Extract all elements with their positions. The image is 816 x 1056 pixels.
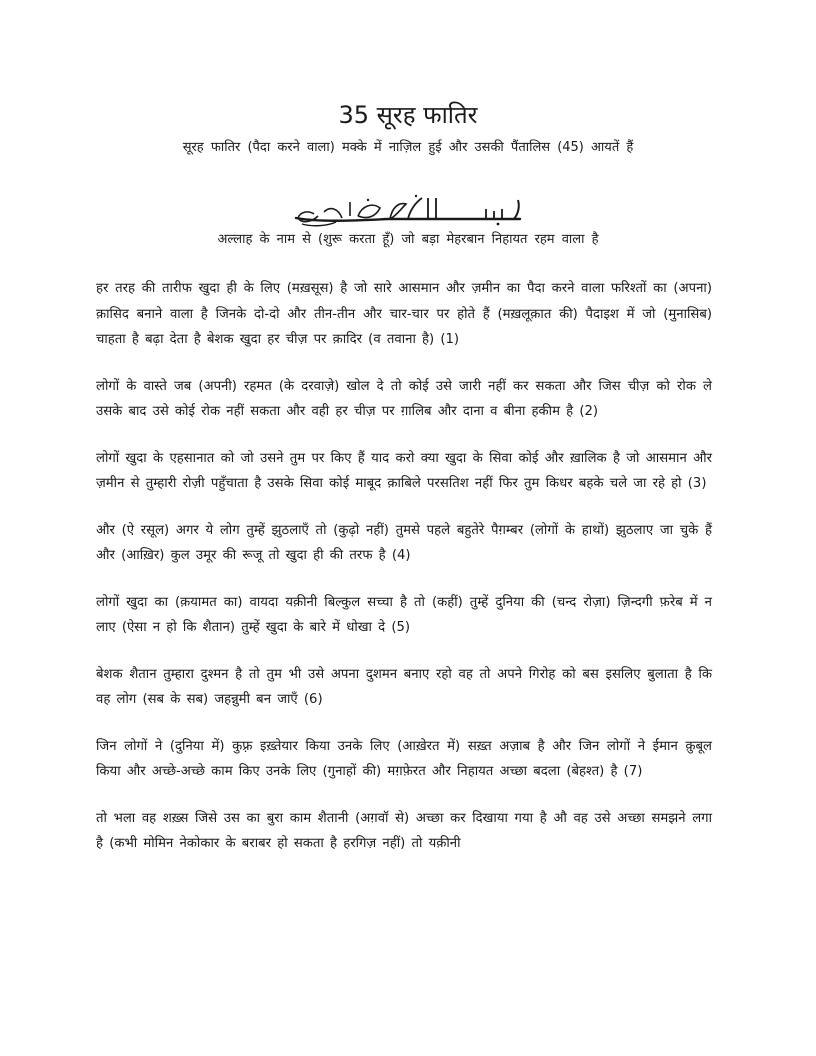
verse-2: लोगों के वास्ते जब (अपनी) रहमत (के दरवाज़े) खोल दे तो कोई उसे जारी नहीं कर सकता और जिस चीज़ को रोक ले उसके बाद उसे कोई रोक नहीं सकता और वही हर चीज़ पर ग़ालिब और दाना व बीना हकीम है (2) (96, 378, 712, 419)
surah-subtitle: सूरह फातिर (पैदा करने वाला) मक्के में नाज़िल हुई और उसकी पैंतालिस (45) आयतें हैं (182, 140, 634, 155)
bismillah-translation: अल्लाह के नाम से (शुरू करता हूँ) जो बड़ा मेहरबान निहायत रहम वाला है (217, 232, 599, 247)
verse-3: लोगों खुदा के एहसानात को जो उसने तुम पर किए हैं याद करो क्या खुदा के सिवा कोई और ख़ालिक है जो आसमान और ज़मीन से तुम्हारी रोज़ी पहुँचाता है उसके सिवा कोई माबूद क़ाबिले परसतिश नहीं फिर तुम किधर बहके चले जा रहे हो (3) (96, 450, 712, 491)
verse-4: और (ऐ रसूल) अगर ये लोग तुम्हें झुठलाएँ तो (कुढ़ो नहीं) तुमसे पहले बहुतेरे पैग़म्बर (लोगों के हाथों) झुठलाए जा चुके हैं और (आख़िर) कुल उमूर की रूजू तो खुदा ही की तरफ है (4) (96, 522, 712, 563)
verse-8: तो भला वह शख़्स जिसे उस का बुरा काम शैतानी (अग़वॉ से) अच्छा कर दिखाया गया है औ वह उसे अच्छा समझने लगा है (कभी मोमिन नेकोकार के बराबर हो सकता है हरगिज़ नहीं) तो यक़ीनी (96, 810, 712, 851)
bismillah-calligraphy (288, 192, 528, 228)
verse-7: जिन लोगों ने (दुनिया में) कुफ़्र इख़्तेयार किया उनके लिए (आख़ेरत में) सख़्त अज़ाब है और जिन लोगों ने ईमान क़ुबूल किया और अच्छे-अच्छे काम किए उनके लिए (गुनाहों की) मग़फ़ेरत और निहायत अच्छा बदला (बेहश्त) है (7) (96, 738, 712, 779)
surah-title: 35 सूरह फातिर (338, 101, 478, 129)
bismillah-calligraphy-image (288, 192, 528, 228)
verse-1: हर तरह की तारीफ खुदा ही के लिए (मख़सूस) है जो सारे आसमान और ज़मीन का पैदा करने वाला फरिश्तों का (अपना) क़ासिद बनाने वाला है जिनके दो-दो और तीन-तीन और चार-चार पर होते हैं (मख़लूक़ात की) पैदाइश में जो (मुनासिब) चाहता है बढ़ा देता है बेशक खुदा हर चीज़ पर क़ादिर (व तवाना है) (1) (96, 281, 712, 347)
verses-container (96, 276, 712, 878)
verse-5: लोगों खुदा का (क़यामत का) वायदा यक़ीनी बिल्कुल सच्चा है तो (कहीं) तुम्हें दुनिया की (चन्द रोज़ा) ज़िन्दगी फ़रेब में न लाए (ऐसा न हो कि शैतान) तुम्हें खुदा के बारे में धोखा दे (5) (96, 594, 712, 635)
verse-6: बेशक शैतान तुम्हारा दुश्मन है तो तुम भी उसे अपना दुशमन बनाए रहो वह तो अपने गिरोह को बस इसलिए बुलाता है कि वह लोग (सब के सब) जहन्नुमी बन जाएँ (6) (96, 666, 712, 707)
